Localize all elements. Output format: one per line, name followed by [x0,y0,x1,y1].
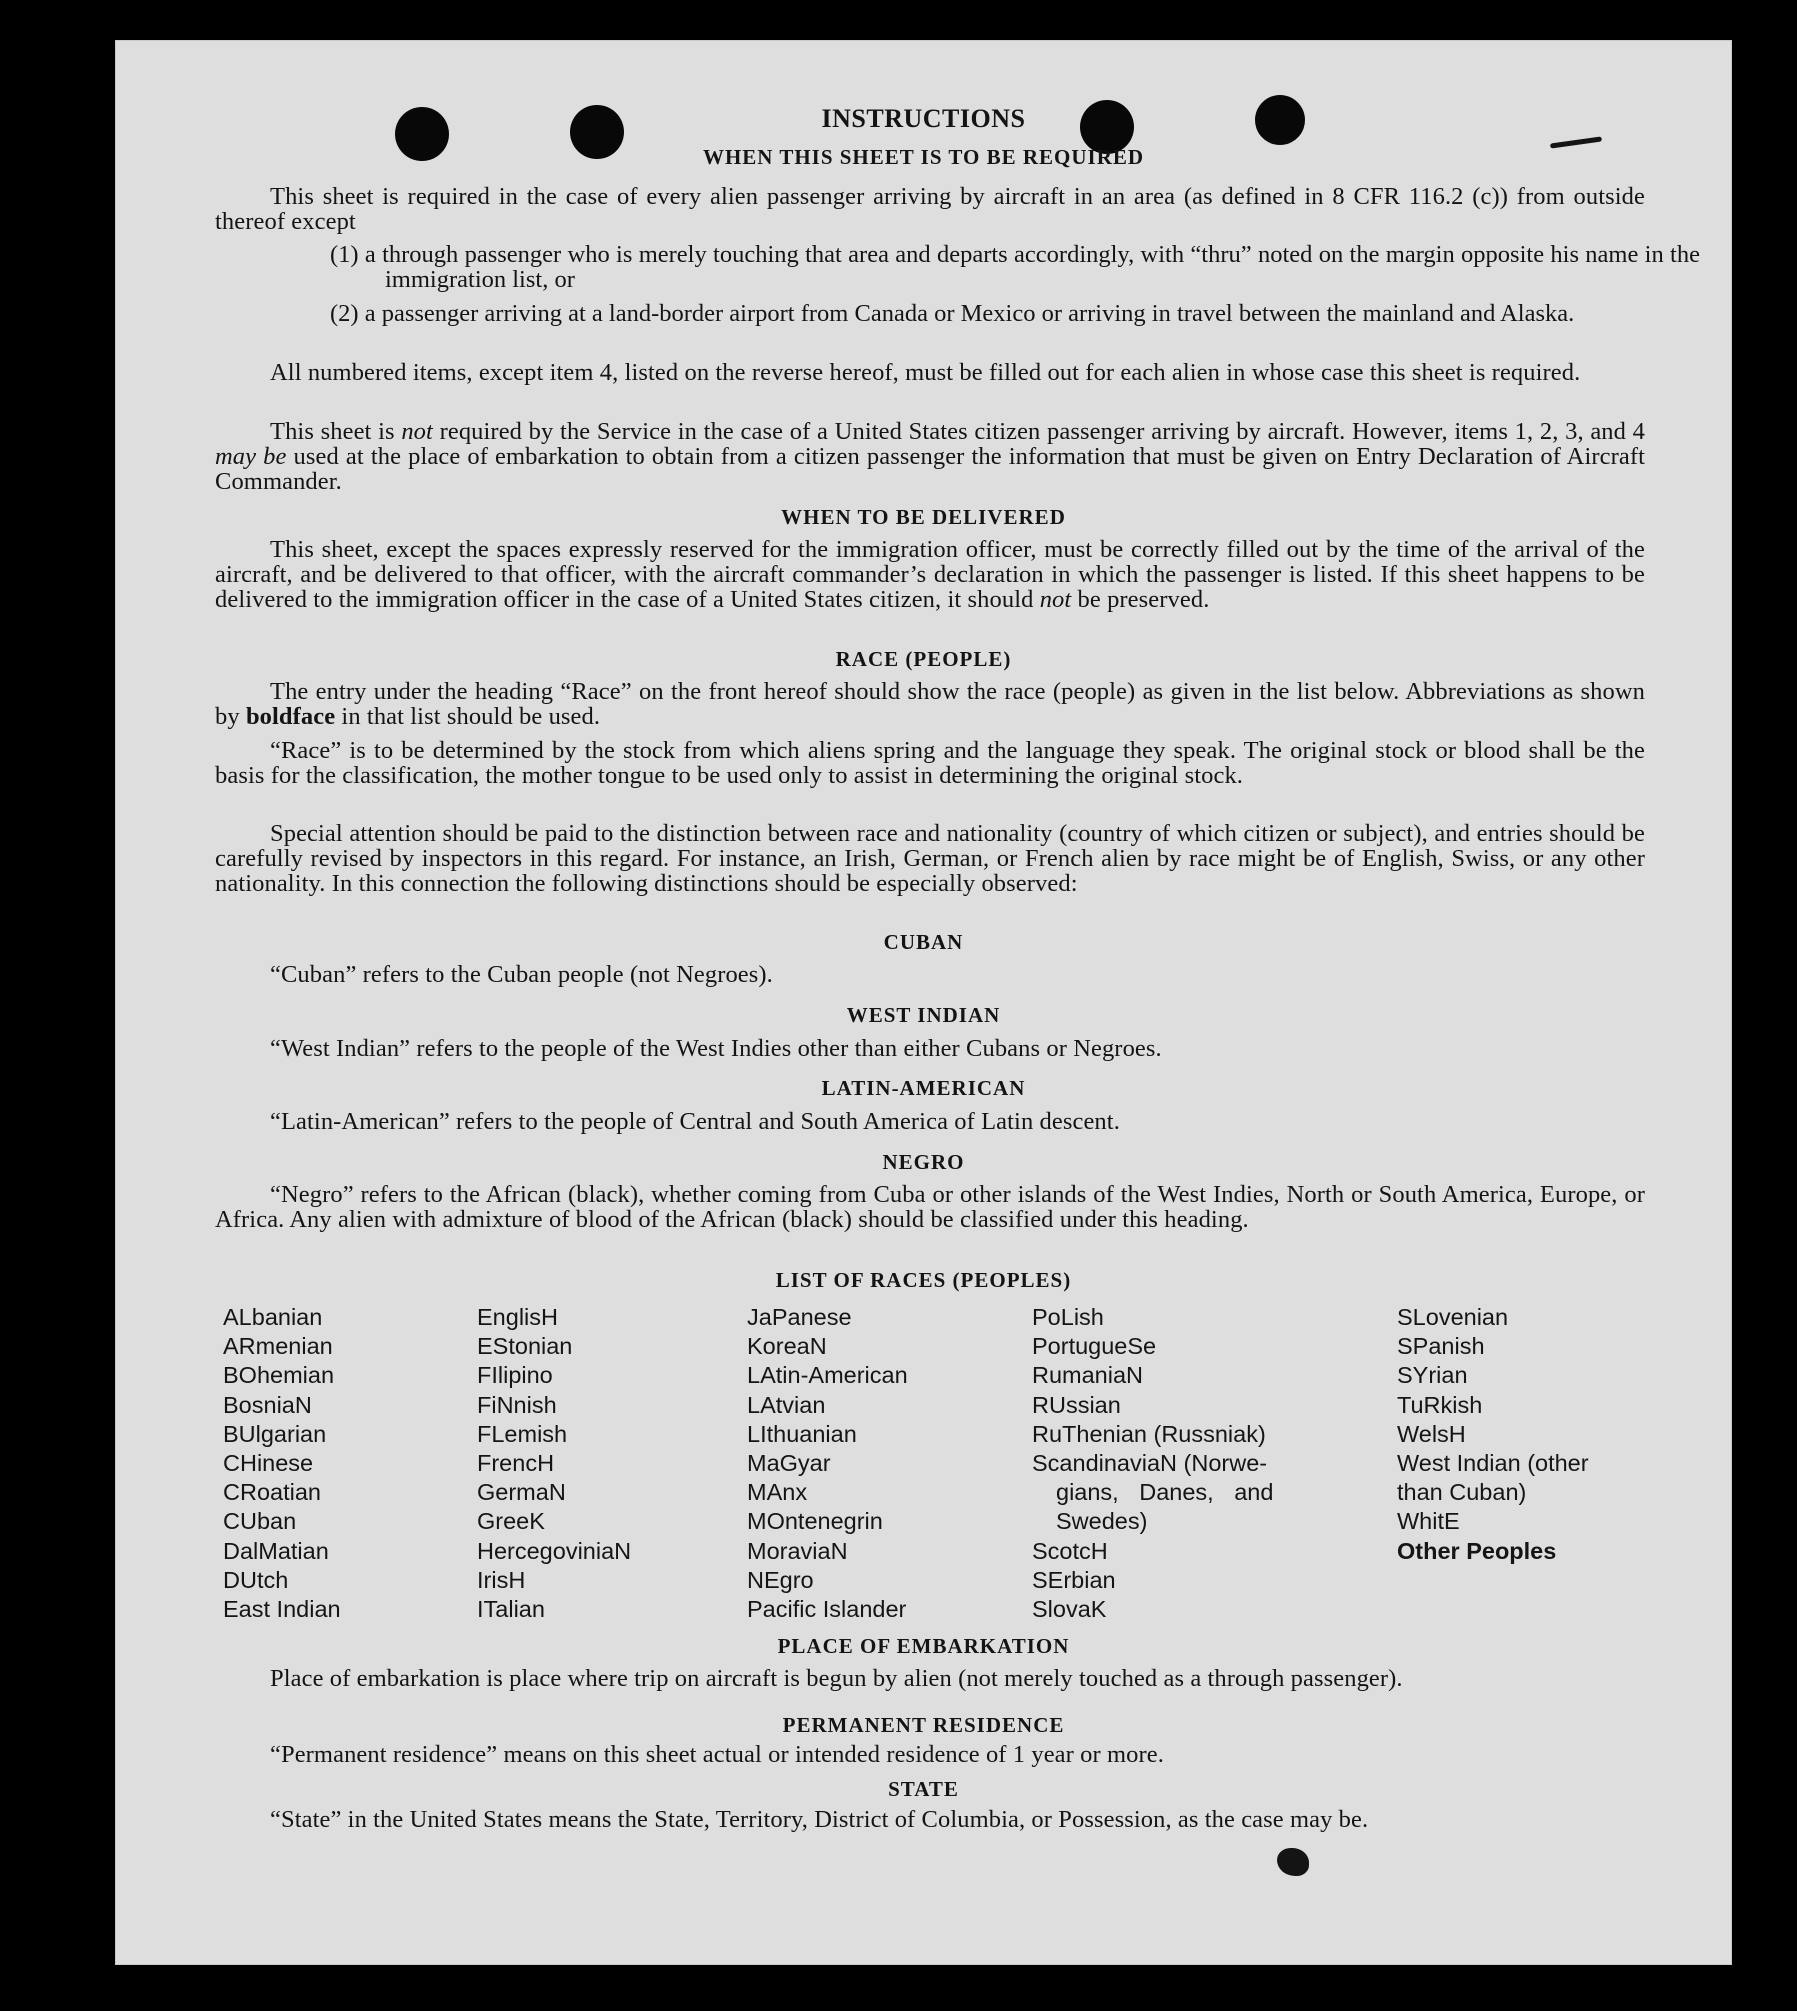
race-entry: SYrian [1397,1362,1468,1389]
race-entry: MAnx [747,1479,808,1506]
exception-item-1: (1) a through passenger who is merely touching that area and departs accordingly, with “thru” noted on the margin opposite his name in the immigration list, or [330,241,1700,293]
race-entry: SErbian [1032,1566,1116,1593]
race-entry: ALbanian [223,1304,323,1330]
race-entry: FLemish [477,1420,568,1447]
race-entry: LAtin-American [747,1362,908,1389]
state-text: “State” in the United States means the State, Territory, District of Columbia, or Possession, as the case may be. [270,1806,1369,1833]
heading-west-indian: WEST INDIAN [846,1003,1001,1027]
page-title: INSTRUCTIONS [821,104,1026,133]
race-entry: NEgro [747,1566,814,1593]
races-column-4 [1032,1303,1362,1624]
race-entry: RuThenian (Russniak) [1032,1420,1266,1447]
race-entry: ScandinaviaN (Norwe- [1032,1450,1268,1477]
race-entry: gians, Danes, and [1056,1479,1274,1506]
race-entry: SLovenian [1397,1304,1509,1330]
race-paragraph-3: Special attention should be paid to the distinction between race and nationality (country of which citizen or subject), and entries should be carefully revised by inspectors in this regard. For instance, an Irish, German, or French alien by race might be of English, Swiss, or any other nationality. In this connection the following distinctions should be especially observed: [215,820,1645,897]
heading-when-required: WHEN THIS SHEET IS TO BE REQUIRED [702,145,1145,169]
race-entry: KoreaN [747,1333,827,1360]
ink-blot [1277,1848,1309,1876]
exception-item-2: (2) a passenger arriving at a land-border airport from Canada or Mexico or arriving in travel between the mainland and Alaska. [330,300,1575,327]
races-column-1 [223,1303,453,1624]
race-entry: MaGyar [747,1450,831,1477]
race-entry: BUlgarian [223,1420,327,1447]
race-entry: ITalian [477,1596,545,1623]
citizen-note: This sheet is not required by the Service in the case of a United States citizen passenger arriving by aircraft. However, items 1, 2, 3, and 4 may be used at the place of embarkation to obtain from a citizen passenger the information that must be given on Entry Declaration of Aircraft Commander. [215,418,1646,495]
west-indian-text: “West Indian” refers to the people of the West Indies other than either Cubans or Negroes. [270,1035,1162,1062]
heading-race: RACE (PEOPLE) [835,647,1012,671]
race-entry: ScotcH [1032,1537,1108,1564]
heading-permanent-residence: PERMANENT RESIDENCE [782,1713,1065,1737]
race-entry: EnglisH [477,1304,558,1330]
race-entry: WelsH [1397,1420,1466,1447]
delivered-text: This sheet, except the spaces expressly reserved for the immigration officer, must be correctly filled out by the time of the arrival of the aircraft, and be delivered to that officer, with the aircraft commander’s declaration in which the passenger is listed. If this sheet happens to be delivered to the immigration officer in the case of a United States citizen, it should not be preserved. [215,536,1645,613]
numbered-items-note: All numbered items, except item 4, listed on the reverse hereof, must be filled out for each alien in whose case this sheet is required. [270,359,1581,386]
race-entry: GreeK [477,1508,545,1535]
race-entry: BosniaN [223,1391,312,1418]
race-entry: West Indian (other [1397,1450,1589,1477]
race-entry: GermaN [477,1479,566,1506]
race-entry: WhitE [1397,1508,1460,1535]
race-entry: JaPanese [747,1304,852,1330]
races-column-3 [747,1303,1007,1624]
heading-when-delivered: WHEN TO BE DELIVERED [781,505,1066,529]
races-column-2 [477,1303,727,1624]
race-entry: IrisH [477,1566,526,1593]
race-entry: Pacific Islander [747,1596,907,1623]
race-entry: DalMatian [223,1537,329,1564]
race-entry: PoLish [1032,1304,1104,1330]
heading-state: STATE [888,1777,959,1801]
race-entry: MOntenegrin [747,1508,883,1535]
residence-text: “Permanent residence” means on this sheet actual or intended residence of 1 year or more. [270,1741,1164,1768]
race-entry: FrencH [477,1450,555,1477]
race-entry: PortugueSe [1032,1333,1157,1360]
document-sheet [115,40,1732,1965]
race-entry: than Cuban) [1397,1479,1527,1506]
cuban-text: “Cuban” refers to the Cuban people (not Negroes). [270,961,773,988]
race-entry: TuRkish [1397,1391,1483,1418]
heading-list-of-races: LIST OF RACES (PEOPLES) [775,1268,1072,1292]
heading-latin-american: LATIN-AMERICAN [821,1076,1026,1100]
heading-embarkation: PLACE OF EMBARKATION [777,1634,1070,1658]
race-entry: SlovaK [1032,1596,1107,1623]
race-entry: FIlipino [477,1362,553,1389]
race-entry: CUban [223,1508,297,1535]
race-paragraph-1: The entry under the heading “Race” on the front hereof should show the race (people) as given in the list below. Abbreviations as shown by boldface in that list should be used. [215,678,1645,730]
race-entry: RUssian [1032,1391,1121,1418]
race-entry: ARmenian [223,1333,333,1360]
race-entry: LIthuanian [747,1420,857,1447]
required-intro: This sheet is required in the case of every alien passenger arriving by aircraft in an area (as defined in 8 CFR 116.2 (c)) from outside thereof except [215,183,1645,235]
races-column-5 [1397,1303,1657,1566]
race-entry: RumaniaN [1032,1362,1144,1389]
race-entry: SPanish [1397,1333,1485,1360]
race-paragraph-2: “Race” is to be determined by the stock from which aliens spring and the language they speak. The original stock or blood shall be the basis for the classification, the mother tongue to be used only to assist in determining the original stock. [215,737,1645,789]
negro-text: “Negro” refers to the African (black), whether coming from Cuba or other islands of the West Indies, North or South America, Europe, or Africa. Any alien with admixture of blood of the African (black) should be classified under this heading. [215,1181,1645,1233]
race-entry: DUtch [223,1566,289,1593]
race-entry: LAtvian [747,1391,826,1418]
race-entry: Swedes) [1056,1508,1148,1535]
race-entry: BOhemian [223,1362,335,1389]
embarkation-text: Place of embarkation is place where trip on aircraft is begun by alien (not merely touched as a through passenger). [270,1665,1403,1692]
race-entry: EStonian [477,1333,573,1360]
race-entry: HercegoviniaN [477,1537,632,1564]
race-entry: FiNnish [477,1391,557,1418]
race-entry: MoraviaN [747,1537,848,1564]
race-entry: East Indian [223,1596,341,1623]
latin-american-text: “Latin-American” refers to the people of Central and South America of Latin descent. [270,1108,1120,1135]
race-entry: CRoatian [223,1479,321,1506]
race-entry: CHinese [223,1450,314,1477]
heading-negro: NEGRO [882,1150,965,1174]
race-entry: Other Peoples [1397,1537,1557,1564]
heading-cuban: CUBAN [883,930,964,954]
